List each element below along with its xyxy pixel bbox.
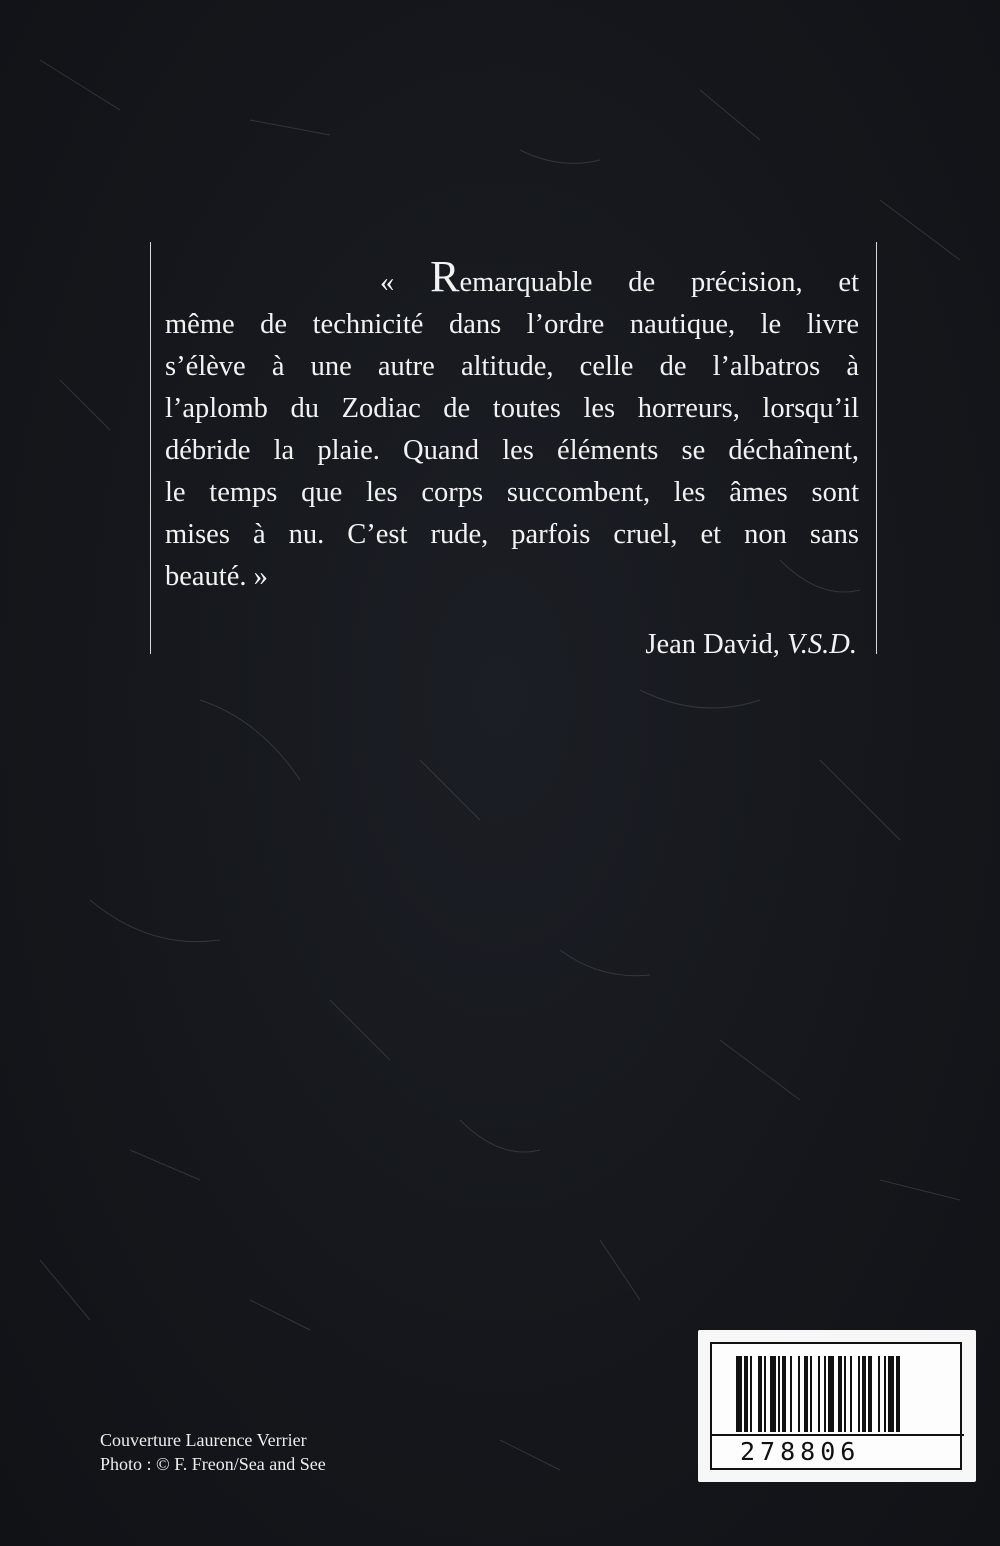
barcode-bar: [770, 1356, 776, 1432]
quote-attribution: [500, 624, 857, 666]
barcode-bar: [764, 1356, 766, 1432]
barcode-bar: [790, 1356, 792, 1432]
review-quote: [165, 252, 859, 598]
quote-dropcap: R: [430, 252, 460, 301]
barcode-bar: [838, 1356, 842, 1432]
barcode-bar: [782, 1356, 786, 1432]
attribution-author: Jean David,: [645, 629, 780, 660]
barcode-bar: [858, 1356, 860, 1432]
barcode-bar: [758, 1356, 762, 1432]
barcode-bar: [878, 1356, 880, 1432]
barcode-bar: [750, 1356, 752, 1432]
cover-credits: [100, 1428, 326, 1476]
barcode-bar: [888, 1356, 894, 1432]
barcode-bar: [804, 1356, 808, 1432]
barcode-bar: [844, 1356, 846, 1432]
barcode-bar: [736, 1356, 742, 1432]
barcode-bar: [818, 1356, 820, 1432]
barcode-number: 278806: [712, 1434, 964, 1468]
quote-line-3: s’élève à une autre altitude, celle de l’albatros à: [165, 351, 859, 382]
photo-credit: Photo : © F. Freon/Sea and See: [100, 1454, 326, 1474]
barcode-bar: [896, 1356, 900, 1432]
barcode-bar: [798, 1356, 800, 1432]
barcode-bar: [850, 1356, 852, 1432]
barcode-bar: [868, 1356, 872, 1432]
quote-line-2: même de technicité dans l’ordre nautique, le livre: [165, 309, 859, 340]
quote-line-5: débride la plaie. Quand les éléments se déchaînent,: [165, 435, 859, 466]
barcode-bar: [828, 1356, 834, 1432]
quote-line-7: mises à nu. C’est rude, parfois cruel, et non sans: [165, 519, 859, 550]
barcode-bar: [778, 1356, 780, 1432]
barcode-bar: [824, 1356, 826, 1432]
barcode-sticker: [698, 1330, 976, 1482]
barcode-bar: [810, 1356, 812, 1432]
barcode-bar: [744, 1356, 748, 1432]
barcode-bar: [862, 1356, 866, 1432]
barcode-bar: [884, 1356, 886, 1432]
quote-open-mark: «: [380, 267, 395, 298]
quote-line-1: [165, 252, 859, 304]
barcode-frame: [710, 1342, 962, 1470]
quote-line-6: le temps que les corps succombent, les âmes sont: [165, 477, 859, 508]
cover-designer-credit: Couverture Laurence Verrier: [100, 1430, 307, 1450]
attribution-source: V.S.D.: [787, 629, 857, 660]
quote-line-1-text: emarquable de précision, et: [459, 267, 859, 298]
quote-line-4: l’aplomb du Zodiac de toutes les horreurs, lorsqu’il: [165, 393, 859, 424]
quote-line-8: beauté. »: [165, 561, 268, 592]
barcode-bars: [736, 1356, 942, 1432]
quote-left-rule: [150, 242, 151, 654]
quote-right-rule: [876, 242, 877, 654]
